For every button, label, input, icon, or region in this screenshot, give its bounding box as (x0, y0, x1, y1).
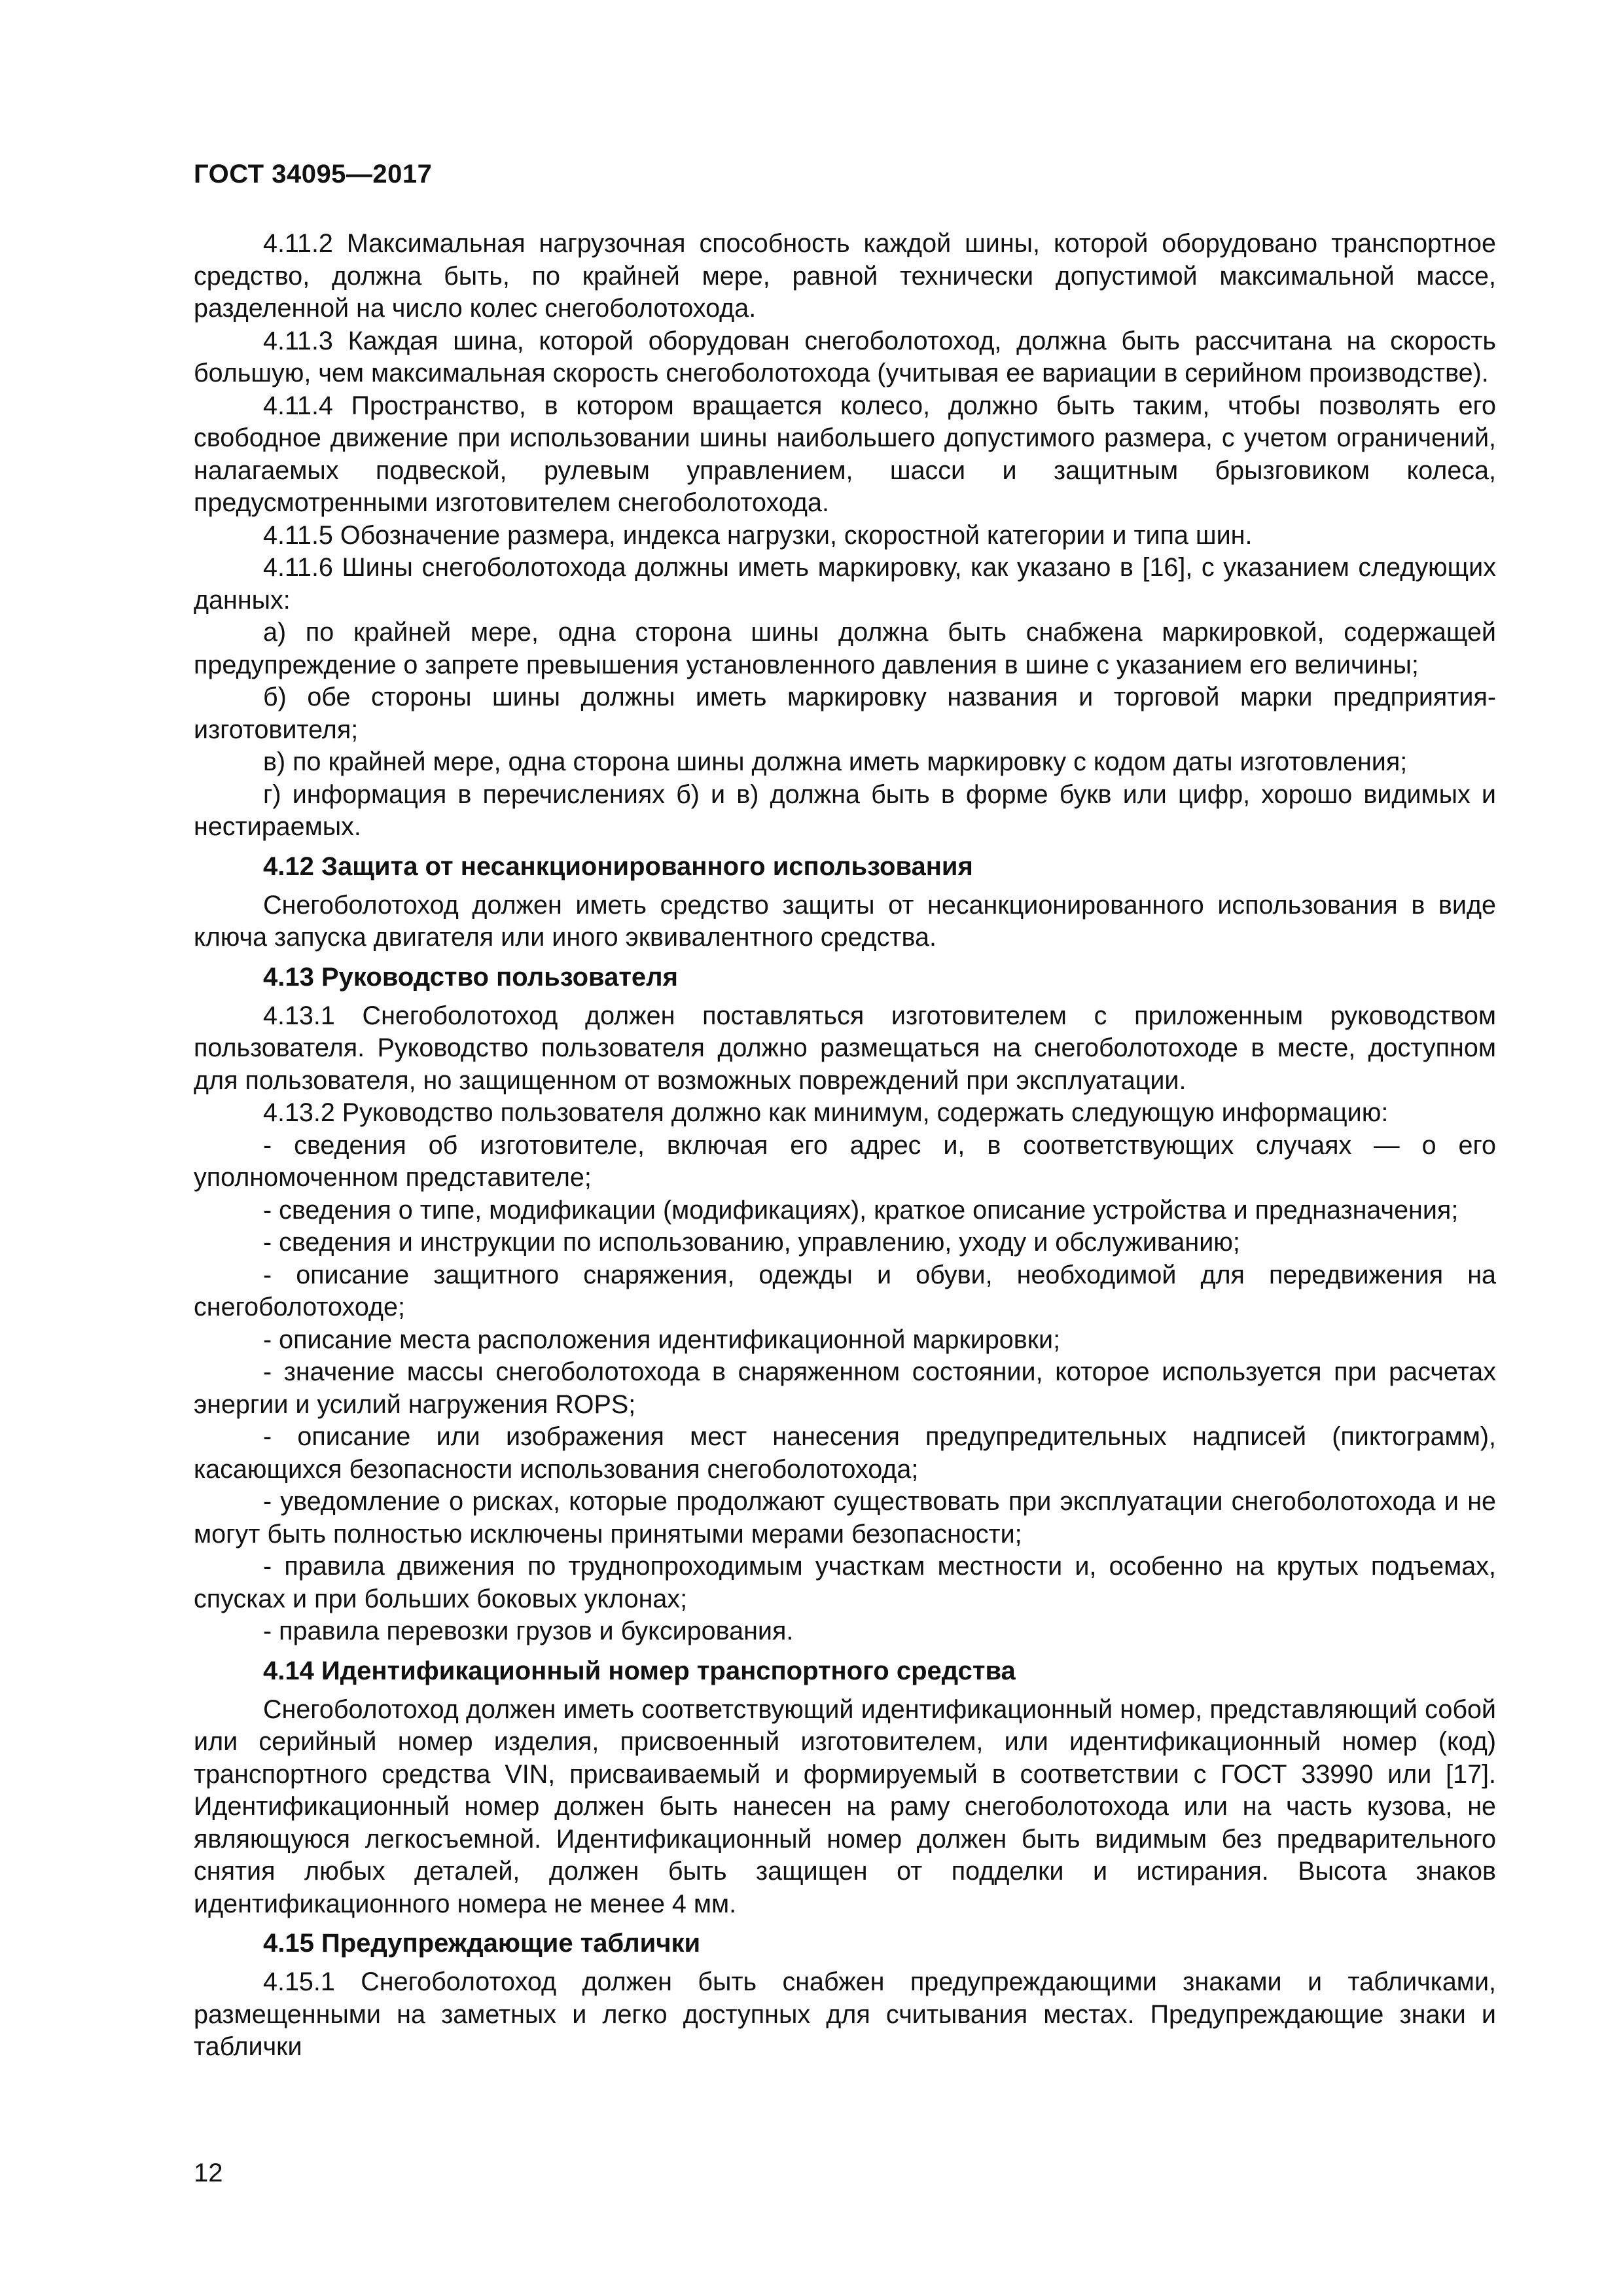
bullet-item: - правила движения по труднопроходимым участкам местности и, особенно на крутых подъемах, спусках и при больших боковых уклонах; (194, 1552, 1496, 1613)
bullet-item: - сведения об изготовителе, включая его адрес и, в соответствующих случаях — о его уполномоченном представителе; (194, 1130, 1496, 1192)
bullet-item: - сведения и инструкции по использованию, управлению, уходу и обслуживанию; (263, 1228, 1240, 1257)
paragraph-4-11-2: 4.11.2 Максимальная нагрузочная способность каждой шины, которой оборудовано транспортное средство, должна быть, по крайней мере, равной технически допустимой максимальной массе, разделенной на число колес снегоболотохода. (194, 229, 1496, 323)
section-heading-4-12: 4.12 Защита от несанкционированного использования (263, 852, 973, 881)
bullet-item: - правила перевозки грузов и буксирования. (263, 1617, 794, 1645)
paragraph-4-14: Снегоболотоход должен иметь соответствующий идентификационный номер, представляющий собой или серийный номер изделия, присвоенный изготовителем, или идентификационный номер (код) транспортного средства VIN, присваиваемый и формируемый в соответствии с ГОСТ 33990 или [17]. Идентификационный номер должен быть нанесен на раму снегоболотохода или на часть кузова, не являющуюся легкосъемной. Идентификационный номер должен быть видимым без предварительного снятия любых деталей, должен быть защищен от подделки и истирания. Высота знаков идентификационного номера не менее 4 мм. (194, 1695, 1496, 1918)
bullet-item: - значение массы снегоболотохода в снаряженном состоянии, которое используется при расчетах энергии и усилий нагружения ROPS; (194, 1357, 1496, 1419)
list-item-g: г) информация в перечислениях б) и в) должна быть в форме букв или цифр, хорошо видимых и нестираемых. (194, 780, 1496, 841)
list-item-v: в) по крайней мере, одна сторона шины должна иметь маркировку с кодом даты изготовления; (263, 747, 1408, 776)
document-body (194, 228, 1496, 2064)
paragraph-4-11-6: 4.11.6 Шины снегоболотохода должны иметь маркировку, как указано в [16], с указанием следующих данных: (194, 553, 1496, 615)
section-heading-4-15: 4.15 Предупреждающие таблички (263, 1929, 701, 1958)
paragraph-4-15-1: 4.15.1 Снегоболотоход должен быть снабжен предупреждающими знаками и табличками, размещенными на заметных и легко доступных для считывания местах. Предупреждающие знаки и таблички (194, 1967, 1496, 2061)
paragraph-4-11-3: 4.11.3 Каждая шина, которой оборудован снегоболотоход, должна быть рассчитана на скорость большую, чем максимальная скорость снегоболотохода (учитывая ее вариации в серийном производстве). (194, 326, 1496, 387)
list-item-b: б) обе стороны шины должны иметь маркировку названия и торговой марки предприятия-изготовителя; (194, 683, 1496, 744)
bullet-item: - описание защитного снаряжения, одежды и обуви, необходимой для передвижения на снегоболотоходе; (194, 1260, 1496, 1321)
paragraph-4-11-5: 4.11.5 Обозначение размера, индекса нагрузки, скоростной категории и типа шин. (263, 520, 1253, 550)
bullet-item: - уведомление о рисках, которые продолжают существовать при эксплуатации снегоболотохода и не могут быть полностью исключены принятыми мерами безопасности; (194, 1487, 1496, 1549)
bullet-item: - описание места расположения идентификационной маркировки; (263, 1325, 1061, 1354)
paragraph-4-13-1: 4.13.1 Снегоболотоход должен поставляться изготовителем с приложенным руководством пользователя. Руководство пользователя должно размещаться на снегоболотоходе в месте, доступном для пользователя, но защищенном от возможных повреждений при эксплуатации. (194, 1001, 1496, 1095)
paragraph-4-13-2: 4.13.2 Руководство пользователя должно как минимум, содержать следующую информацию: (263, 1098, 1389, 1127)
page-number: 12 (194, 2159, 223, 2187)
bullet-item: - описание или изображения мест нанесения предупредительных надписей (пиктограмм), касающихся безопасности использования снегоболотохода; (194, 1422, 1496, 1484)
bullet-item: - сведения о типе, модификации (модификациях), краткое описание устройства и предназначения; (263, 1195, 1459, 1225)
document-header-id: ГОСТ 34095—2017 (194, 160, 433, 188)
list-item-a: а) по крайней мере, одна сторона шины должна быть снабжена маркировкой, содержащей предупреждение о запрете превышения установленного давления в шине с указанием его величины; (194, 618, 1496, 679)
paragraph-4-11-4: 4.11.4 Пространство, в котором вращается колесо, должно быть таким, чтобы позволять его свободное движение при использовании шины наибольшего допустимого размера, с учетом ограничений, налагаемых подвеской, рулевым управлением, шасси и защитным брызговиком колеса, предусмотренными изготовителем снегоболотохода. (194, 391, 1496, 517)
section-heading-4-14: 4.14 Идентификационный номер транспортного средства (263, 1656, 1016, 1685)
paragraph-4-12: Снегоболотоход должен иметь средство защиты от несанкционированного использования в виде ключа запуска двигателя или иного эквивалентного средства. (194, 890, 1496, 952)
section-heading-4-13: 4.13 Руководство пользователя (263, 962, 678, 992)
